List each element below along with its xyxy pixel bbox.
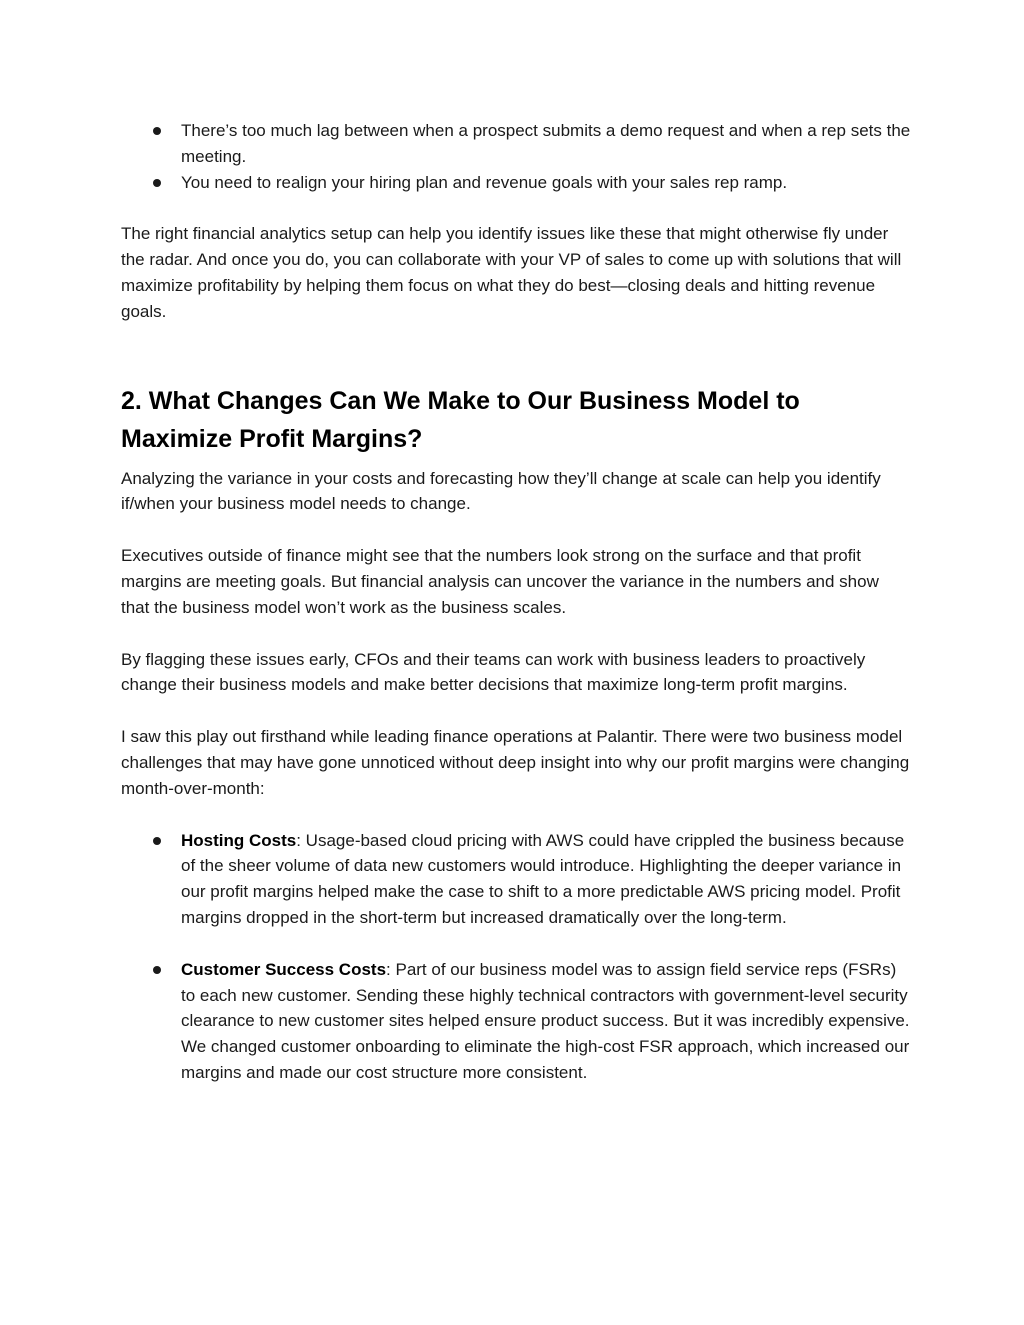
paragraph: Analyzing the variance in your costs and forecasting how they’ll change at scale can help you identify if/when your business model needs to change. bbox=[121, 468, 881, 514]
intro-bullet-list bbox=[121, 118, 911, 195]
document-page bbox=[121, 118, 911, 1112]
section-heading: 2. What Changes Can We Make to Our Business Model to Maximize Profit Margins? bbox=[121, 386, 800, 453]
list-item-customer-success-costs bbox=[121, 957, 911, 1086]
list-item-text: : Usage-based cloud pricing with AWS could have crippled the business because of the sheer volume of data new customers would introduce. Highlighting the deeper variance in our profit margins helped make the case to shift to a more predictable AWS pricing model. Profit margins dropped in the short-term but increased dramatically over the long-term. bbox=[181, 830, 905, 927]
paragraph: Executives outside of finance might see that the numbers look strong on the surface and that profit margins are meeting goals. But financial analysis can uncover the variance in the numbers and show that the business model won’t work as the business scales. bbox=[121, 546, 879, 617]
list-item: There’s too much lag between when a prospect submits a demo request and when a rep sets the meeting. bbox=[121, 118, 911, 170]
list-item-hosting-costs bbox=[121, 828, 911, 931]
bold-term: Customer Success Costs bbox=[181, 959, 387, 979]
bold-term: Hosting Costs bbox=[181, 830, 297, 850]
challenges-bullet-list bbox=[121, 828, 911, 1086]
list-item-text: : Part of our business model was to assign field service reps (FSRs) to each new customer. Sending these highly technical contractors with government-level security clearance to new customer sites helped ensure product success. But it was incredibly expensive. We changed customer onboarding to eliminate the high-cost FSR approach, which increased our margins and made our cost structure more consistent. bbox=[181, 959, 910, 1082]
paragraph: By flagging these issues early, CFOs and their teams can work with business leaders to proactively change their business models and make better decisions that maximize long-term profit margins. bbox=[121, 649, 866, 695]
list-item: You need to realign your hiring plan and revenue goals with your sales rep ramp. bbox=[121, 170, 911, 196]
paragraph-financial-analytics: The right financial analytics setup can help you identify issues like these that might otherwise fly under the radar. And once you do, you can collaborate with your VP of sales to come up with solutions that will maximize profitability by helping them focus on what they do best—closing deals and hitting revenue goals. bbox=[121, 224, 902, 321]
paragraph: I saw this play out firsthand while leading finance operations at Palantir. There were two business model challenges that may have gone unnoticed without deep insight into why our profit margins were changing month-over-month: bbox=[121, 727, 910, 798]
